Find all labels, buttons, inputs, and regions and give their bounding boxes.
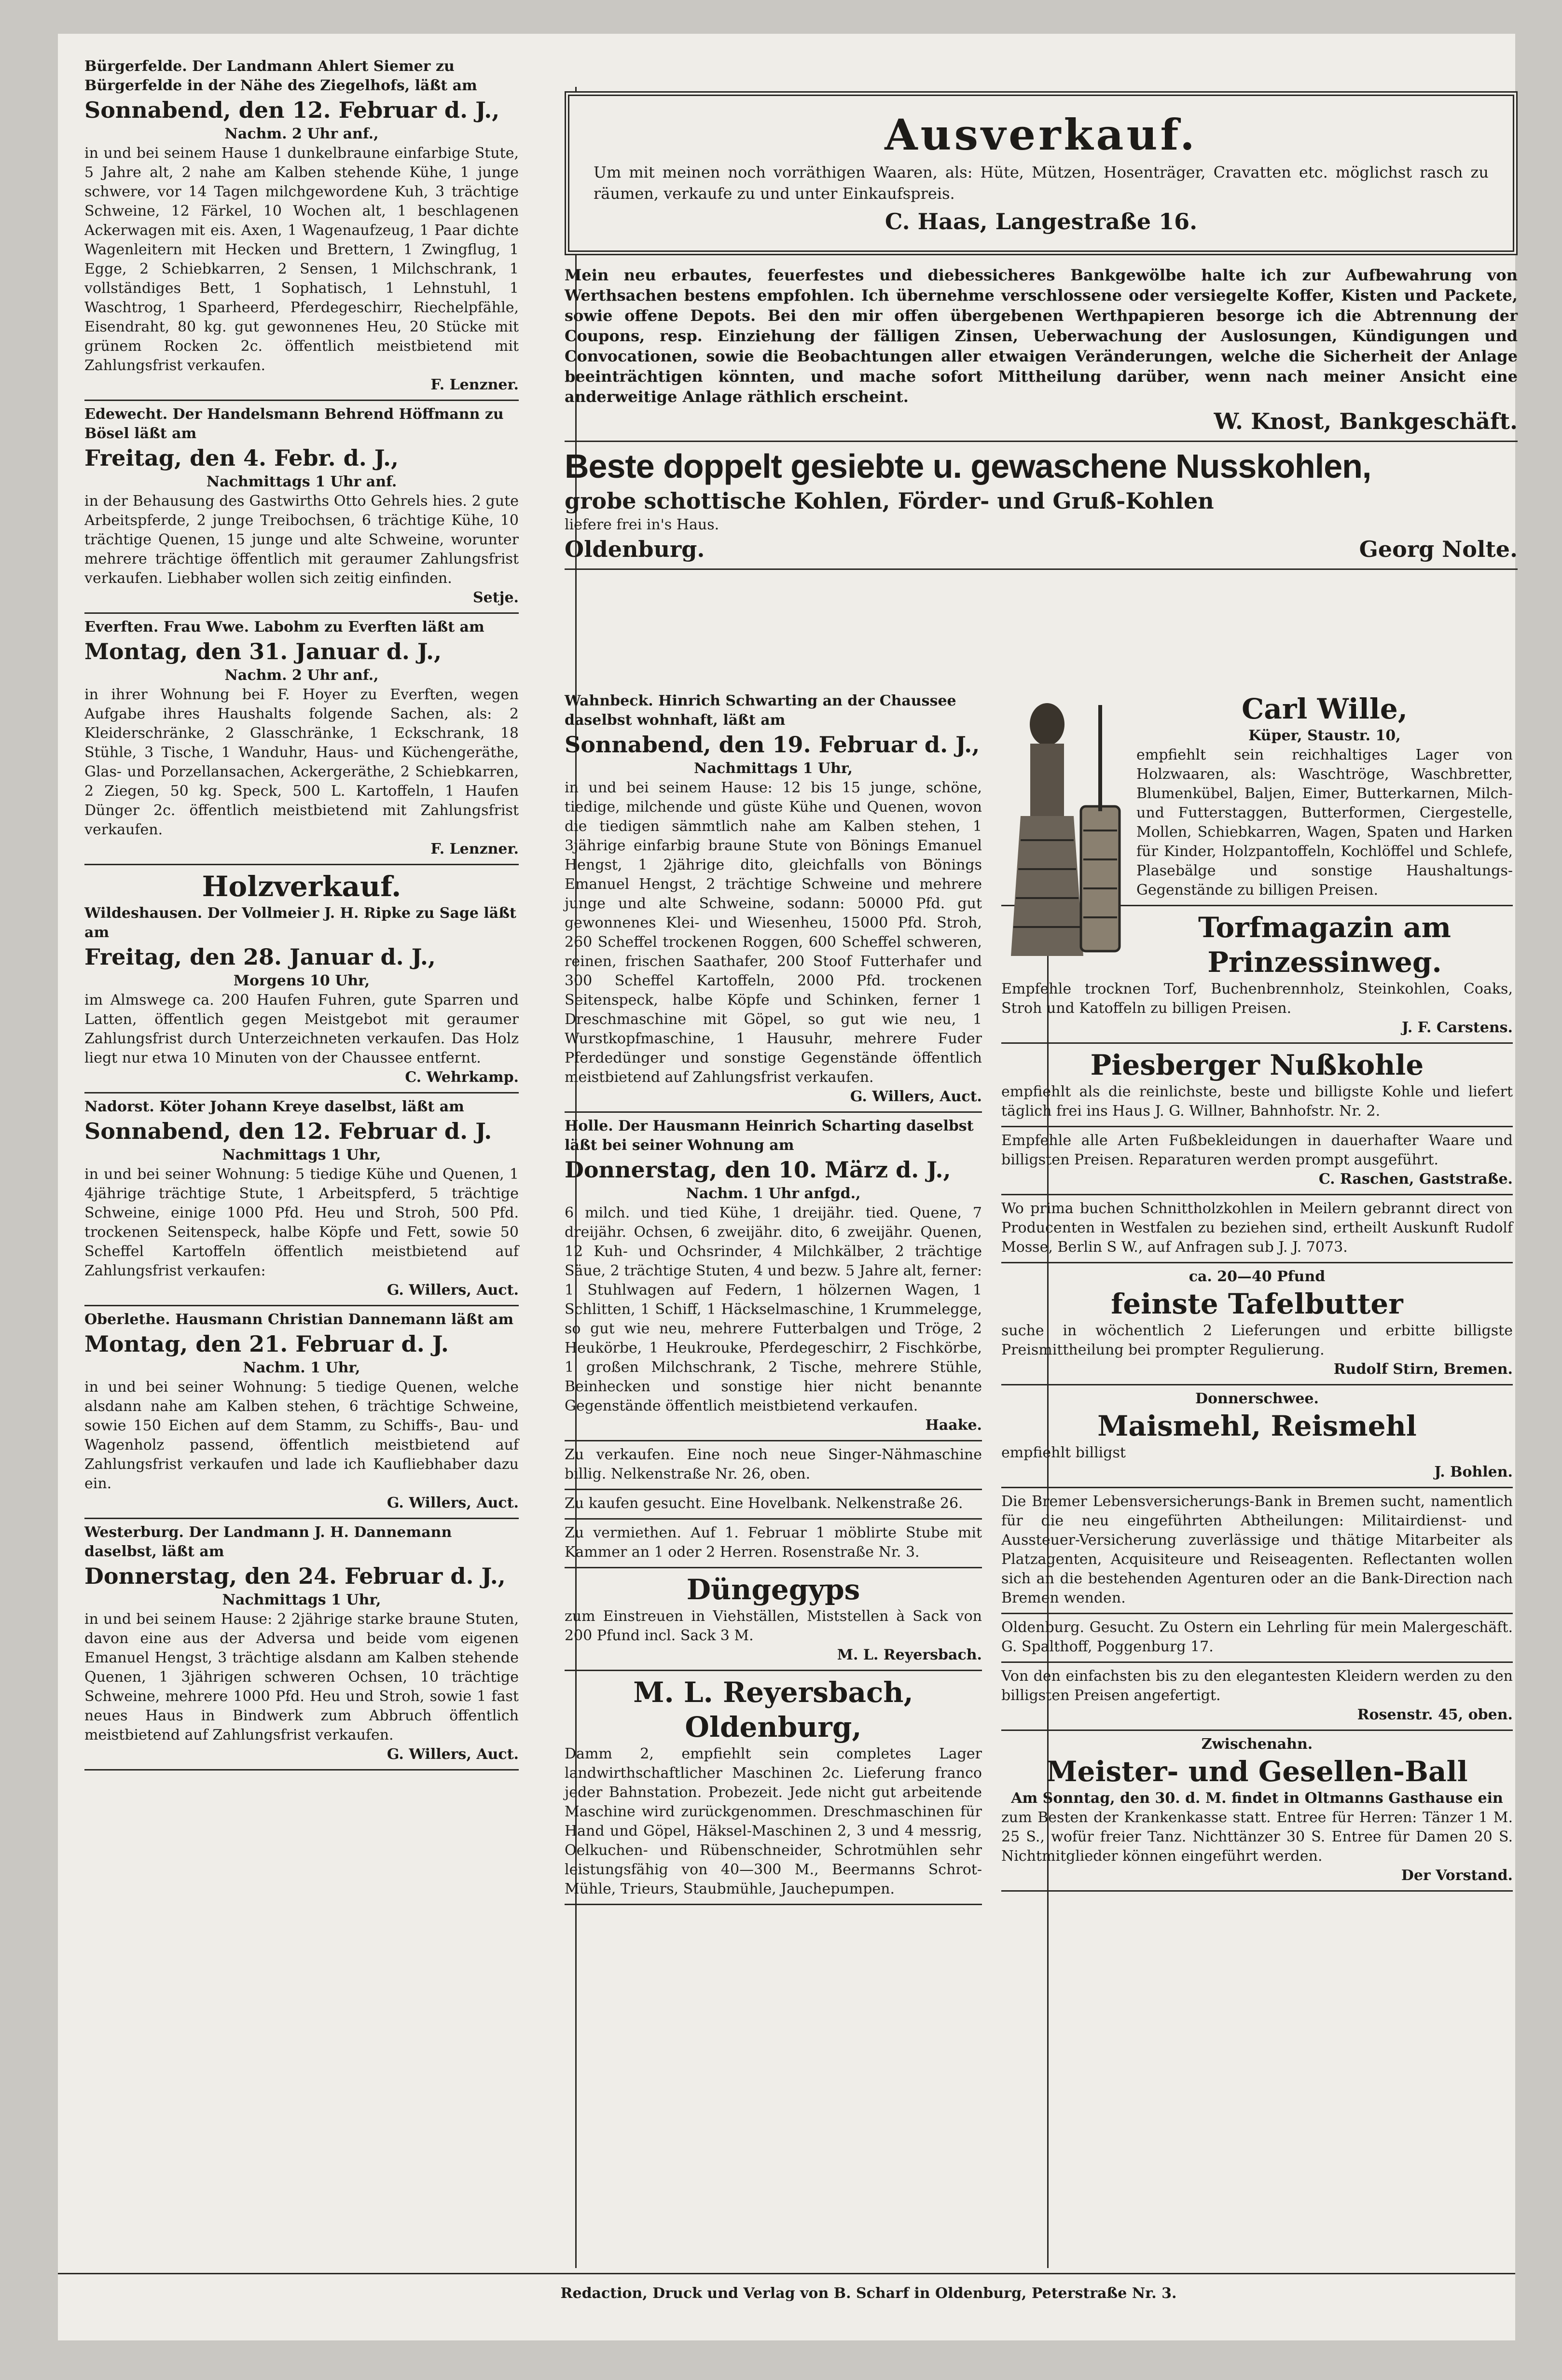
kohlen-city: Oldenburg. <box>565 536 705 562</box>
auction-date: Freitag, den 4. Febr. d. J., <box>84 445 399 471</box>
auction-time: Morgens 10 Uhr, <box>233 972 370 989</box>
ad-heading: Wahnbeck. Hinrich Schwarting an der Chaussee daselbst wohnhaft, läßt am <box>565 692 956 729</box>
advertisement <box>1001 1663 1513 1731</box>
ad-heading: Oberlethe. Hausmann Christian Dannemann läßt am <box>84 1311 514 1328</box>
column-3 <box>1001 688 1513 1892</box>
column-1 <box>84 53 519 1771</box>
ad-title: Piesberger Nußkohle <box>1090 1049 1424 1081</box>
ad-body: Damm 2, empfiehlt sein completes Lager landwirthschaftlicher Maschinen 2c. Lieferung franco jeder Bahnstation. Probezeit. Jede nicht gut arbeitende Maschine wird zurückgenommen. Dreschmaschinen für Hand und Göpel, Häksel-Maschinen 2, 3 und 4 messrig, Oelkuchen- und Rübenschneider, Schrotmühlen sehr leistungsfähig von 40—300 M., Beermanns Schrot-Mühle, Trieurs, Staubmühle, Jauchepumpen. <box>565 1745 982 1897</box>
kohlen-subtitle: grobe schottische Kohlen, Förder- und Gruß-Kohlen <box>565 488 1214 514</box>
bank-body: Mein neu erbautes, feuerfestes und diebessicheres Bankgewölbe halte ich zur Aufbewahrung von Werthsachen bestens empfohlen. Ich übernehme verschlossene oder versiegelte Koffer, Kisten und Packete, sowie offene Depots. Bei den mir offen übergebenen Werthpapieren besorge ich die Abtrennung der Coupons, resp. Einziehung der fälligen Zinsen, Ueberwachung der Auslosungen, Kündigungen und Convocationen, sowie die Beobachtungen aller etwaigen Veränderungen, welche die Sicherheit der Anlage beeinträchtigen könnten, und mache sofort Mittheilung darüber, wenn nach meiner Ansicht eine anderweitige Anlage räthlich erscheint. <box>565 266 1518 406</box>
advertisement <box>1001 1127 1513 1195</box>
ad-signature: Rosenstr. 45, oben. <box>1357 1706 1513 1723</box>
ad-signature: Rudolf Stirn, Bremen. <box>1333 1361 1513 1378</box>
advertisement <box>1001 688 1513 906</box>
advertisement <box>84 614 519 865</box>
advertisement <box>565 1490 982 1520</box>
auction-time: Nachmittags 1 Uhr anf. <box>206 473 397 490</box>
ad-body: Zu vermiethen. Auf 1. Februar 1 möblirte Stube mit Kammer an 1 oder 2 Herren. Rosenstraße Nr. 3. <box>565 1524 982 1561</box>
ad-heading: Bürgerfelde. Der Landmann Ahlert Siemer zu Bürgerfelde in der Nähe des Ziegelhofs, läßt am <box>84 58 477 94</box>
ad-body: empfiehlt als die reinlichste, beste und billigste Kohle und liefert täglich frei ins Haus J. G. Willner, Bahnhofstr. Nr. 2. <box>1001 1083 1513 1120</box>
auction-date: Montag, den 31. Januar d. J., <box>84 638 442 664</box>
kohlen-title: Beste doppelt gesiebte u. gewaschene Nusskohlen, <box>565 447 1371 485</box>
ad-signature: M. L. Reyersbach. <box>837 1647 982 1663</box>
ad-title: Düngegyps <box>686 1573 860 1606</box>
ausverkauf-frame <box>565 91 1518 255</box>
ad-signature: G. Willers, Auct. <box>387 1282 519 1299</box>
advertisement <box>1001 1488 1513 1614</box>
bank-signature: W. Knost, Bankgeschäft. <box>1214 408 1518 434</box>
ad-body: in und bei seinem Hause: 12 bis 15 junge, schöne, tiedige, milchende und güste Kühe und Quenen, wovon die tiedigen sämmtlich nahe am Kalben stehen, 1 3jährige einfarbig braune Stute von Bönings Emanuel Hengst, 1 2jährige dito, gleichfalls von Bönings Emanuel Hengst, 2 trächtige Schweine und mehrere junge und alte Schweine, sodann: 50000 Pfd. gut gewonnenes Klei- und Wiesenheu, 15000 Pfd. Stroh, 260 Scheffel trockenen Roggen, 600 Scheffel schweren, reinen, frischen Saathafer, 200 Stoof Futterhafer und 300 Scheffel Kartoffeln, 2000 Pfd. trockenen Seitenspeck, halbe Köpfe und Schinken, ferner 1 Dreschmaschine mit Göpel, so gut wie neu, 1 Wurstkopfmaschine, 1 Hausuhr, mehrere Fuder Pferdedünger und sonstige Gegenstände öffentlich meistbietend auf Zahlungsfrist verkaufen. <box>565 779 982 1086</box>
imprint-footer: Redaction, Druck und Verlag von B. Scharf in Oldenburg, Peterstraße Nr. 3. <box>560 2285 1177 2302</box>
advertisement <box>1001 1044 1513 1127</box>
ad-body: Von den einfachsten bis zu den elegantesten Kleidern werden zu den billigsten Preisen angefertigt. <box>1001 1668 1513 1704</box>
ad-body: zum Besten der Krankenkasse statt. Entree für Herren: Tänzer 1 M. 25 S., wofür freier Tanz. Nichttänzer 30 S. Entree für Damen 20 S. Nichtmitglieder können eingeführt werden. <box>1001 1809 1513 1865</box>
ad-heading: Wildeshausen. Der Vollmeier J. H. Ripke zu Sage läßt am <box>84 905 516 941</box>
ad-body: Empfehle alle Arten Fußbekleidungen in dauerhafter Waare und billigsten Preisen. Reparaturen werden prompt ausgeführt. <box>1001 1132 1513 1168</box>
ad-body: Oldenburg. Gesucht. Zu Ostern ein Lehrling für mein Malergeschäft. G. Spalthoff, Poggenburg 17. <box>1001 1619 1513 1655</box>
auction-date: Sonnabend, den 12. Februar d. J., <box>84 97 500 123</box>
ausverkauf-body: Um mit meinen noch vorräthigen Waaren, als: Hüte, Mützen, Hosenträger, Cravatten etc. möglichst rasch zu räumen, verkaufe zu und unter Einkaufspreis. <box>594 163 1489 203</box>
ad-title: M. L. Reyersbach, Oldenburg, <box>633 1676 913 1743</box>
advertisement <box>1001 1195 1513 1263</box>
ad-body: in ihrer Wohnung bei F. Hoyer zu Everften, wegen Aufgabe ihres Haushalts folgende Sachen, als: 2 Kleiderschränke, 2 Glasschränke, 1 Eckschrank, 18 Stühle, 3 Tische, 1 Wanduhr, Haus- und Küchengeräthe, Glas- und Porzellansachen, Ackergeräthe, 2 Schiebkarren, 2 Ziegen, 50 kg. Speck, 500 L. Kartoffeln, 1 Haufen Dünger 2c. öffentlich meistbietend mit Zahlungsfrist verkaufen. <box>84 686 519 838</box>
advertisement <box>565 1113 982 1441</box>
advertisement <box>565 1441 982 1490</box>
advertisement <box>565 1671 982 1905</box>
ad-signature: C. Wehrkamp. <box>405 1069 519 1086</box>
ad-signature: G. Willers, Auct. <box>387 1746 519 1763</box>
footer-rule <box>58 2273 1515 2274</box>
ad-title: Maismehl, Reismehl <box>1097 1410 1417 1442</box>
ad-heading: Zwischenahn. <box>1201 1736 1313 1753</box>
auction-date: Freitag, den 28. Januar d. J., <box>84 944 436 970</box>
kohlen-line: liefere frei in's Haus. <box>565 516 719 533</box>
ad-body: in und bei seinem Hause: 2 2jährige starke braune Stuten, davon eine aus der Adversa und beide vom eigenen Emanuel Hengst, 3 trächtige alsdann am Kalben stehende Quenen, 1 3jährigen schweren Ochsen, 10 trächtige Schweine, mehrere 1000 Pfd. Heu und Stroh, sowie 1 fast neues Haus in Bindwerk zum Abbruch öffentlich meistbietend auf Zahlungsfrist verkaufen. <box>84 1611 519 1743</box>
ad-signature: Setje. <box>473 589 519 606</box>
advertisement <box>565 688 982 1113</box>
ad-body: in und bei seinem Hause 1 dunkelbraune einfarbige Stute, 5 Jahre alt, 2 nahe am Kalben stehende Kühe, 1 junge schwere, vor 14 Tagen milchgewordene Kuh, 3 trächtige Schweine, 12 Färkel, 10 Wochen alt, 1 beschlagenen Ackerwagen mit eis. Axen, 1 Wagenaufzeug, 1 Paar dichte Wagenleitern mit Hecken und Brettern, 1 Zwingflug, 1 Egge, 2 Schiebkarren, 2 Sensen, 1 Milchschrank, 1 vollständiges Bett, 1 Sophatisch, 1 Lehnstuhl, 1 Waschtrog, 1 Sparheerd, Pferdegeschirr, Riechelpfähle, Eisendraht, 80 kg. gut gewonnenes Heu, 20 Stücke mit grünem Rocken 2c. öffentlich meistbietend mit Zahlungsfrist verkaufen. <box>84 145 519 374</box>
ad-body: in und bei seiner Wohnung: 5 tiedige Quenen, welche alsdann nahe am Kalben stehen, 6 trächtige Schweine, sowie 150 Eichen auf dem Stamm, zu Schiffs-, Bau- und Wagenholz passend, öffentlich meistbietend auf Zahlungsfrist verkaufen und lade ich Kaufliebhaber dazu ein. <box>84 1379 519 1492</box>
bank-ad <box>565 261 1518 442</box>
ad-signature: F. Lenzner. <box>430 841 519 858</box>
top-right-block <box>565 89 1518 570</box>
kohlen-signature: Georg Nolte. <box>1359 536 1518 562</box>
advertisement <box>84 1306 519 1519</box>
ad-heading: Nadorst. Köter Johann Kreye daselbst, läßt am <box>84 1098 464 1115</box>
ad-signature: J. Bohlen. <box>1434 1464 1513 1481</box>
ad-signature: C. Raschen, Gaststraße. <box>1318 1171 1513 1188</box>
advertisement <box>1001 1731 1513 1892</box>
auction-date: Donnerstag, den 10. März d. J., <box>565 1157 951 1183</box>
ad-title: Carl Wille, <box>1242 692 1408 725</box>
ad-body: Die Bremer Lebensversicherungs-Bank in Bremen sucht, namentlich für die neu eingeführten Abtheilungen: Militairdienst- und Aussteuer-Versicherung zuverlässige und thätige Mitarbeiter als Platzagenten, Acquisiteure und Reiseagenten. Reflectanten wollen sich an die bestehenden Agenturen oder an die Bank-Direction nach Bremen wenden. <box>1001 1493 1513 1606</box>
ad-body: Wo prima buchen Schnittholzkohlen in Meilern gebrannt direct von Producenten in Westfalen zu beziehen sind, ertheilt Auskunft Rudolf Mosse, Berlin S W., auf Anfragen sub J. J. 7073. <box>1001 1200 1513 1256</box>
ad-signature: J. F. Carstens. <box>1401 1019 1513 1036</box>
ad-signature: F. Lenzner. <box>430 376 519 393</box>
advertisement <box>565 1520 982 1568</box>
advertisement <box>565 1568 982 1671</box>
ad-heading: Everften. Frau Wwe. Labohm zu Everften läßt am <box>84 619 484 636</box>
ad-heading: Küper, Staustr. 10, <box>1248 727 1401 744</box>
ad-title: Torfmagazin am Prinzessinweg. <box>1198 911 1451 979</box>
ad-signature: Der Vorstand. <box>1401 1867 1513 1884</box>
ad-body: suche in wöchentlich 2 Lieferungen und erbitte billigste Preismittheilung bei prompter Regulierung. <box>1001 1322 1513 1358</box>
ad-heading: Holle. Der Hausmann Heinrich Scharting daselbst läßt bei seiner Wohnung am <box>565 1118 974 1154</box>
auction-time: Nachmittags 1 Uhr, <box>694 760 853 777</box>
ad-body: Zu kaufen gesucht. Eine Hovelbank. Nelkenstraße 26. <box>565 1495 963 1512</box>
ad-heading: Westerburg. Der Landmann J. H. Dannemann daselbst, läßt am <box>84 1524 452 1560</box>
auction-date: Montag, den 21. Februar d. J. <box>84 1331 449 1357</box>
advertisement <box>84 401 519 614</box>
ad-body: Empfehle trocknen Torf, Buchenbrennholz, Steinkohlen, Coaks, Stroh und Katoffeln zu billigen Preisen. <box>1001 981 1513 1017</box>
ad-body: empfiehlt sein reichhaltiges Lager von Holzwaaren, als: Waschtröge, Waschbretter, Blumenkübel, Baljen, Eimer, Butterkarnen, Milch- und Futterstaggen, Butterformen, Ciergestelle, Mollen, Schiebkarren, Wagen, Spaten und Harken für Kinder, Holzpantoffeln, Kochlöffel und Schlefe, Plasebälge und sonstige Haushaltungs-Gegenstände zu billigen Preisen. <box>1136 747 1513 899</box>
ad-body: zum Einstreuen in Viehställen, Miststellen à Sack von 200 Pfund incl. Sack 3 M. <box>565 1608 982 1644</box>
advertisement <box>84 865 519 1093</box>
ausverkauf-signature: C. Haas, Langestraße 16. <box>885 208 1198 235</box>
auction-time: Nachmittags 1 Uhr, <box>222 1147 381 1163</box>
advertisement <box>84 53 519 401</box>
ad-body: in und bei seiner Wohnung: 5 tiedige Kühe und Quenen, 1 4jährige trächtige Stute, 1 Arbeitspferd, 5 trächtige Schweine, einige 1000 Pfd. Heu und Stroh, 500 Pfd. trockenen Seitenspeck, halbe Köpfe und Fett, sowie 50 Scheffel Kartoffeln öffentlich meistbietend auf Zahlungsfrist verkaufen: <box>84 1166 519 1279</box>
ad-body: Zu verkaufen. Eine noch neue Singer-Nähmaschine billig. Nelkenstraße Nr. 26, oben. <box>565 1446 982 1482</box>
ad-signature: Haake. <box>925 1417 982 1434</box>
kohlen-ad <box>565 442 1518 570</box>
ad-title: Meister- und Gesellen-Ball <box>1046 1755 1468 1788</box>
ad-heading: Edewecht. Der Handelsmann Behrend Höffmann zu Bösel läßt am <box>84 406 504 442</box>
advertisement <box>84 1093 519 1306</box>
ad-heading: Donnerschwee. <box>1195 1390 1319 1407</box>
advertisement <box>1001 1385 1513 1488</box>
advertisement <box>1001 1614 1513 1663</box>
ad-signature: G. Willers, Auct. <box>850 1088 982 1105</box>
advertisement <box>1001 1263 1513 1385</box>
ad-title: Holzverkauf. <box>202 870 401 903</box>
woman-churning-butter-illustration <box>1001 695 1127 966</box>
auction-time: Nachmittags 1 Uhr, <box>222 1591 381 1608</box>
ausverkauf-title: Ausverkauf. <box>885 110 1198 160</box>
auction-time: Nachm. 1 Uhr anfgd., <box>686 1185 861 1202</box>
column-2 <box>565 688 982 1905</box>
ad-title: feinste Tafelbutter <box>1111 1287 1403 1320</box>
advertisement <box>84 1519 519 1771</box>
auction-date: Donnerstag, den 24. Februar d. J., <box>84 1563 506 1589</box>
ad-body: empfiehlt billigst <box>1001 1444 1126 1461</box>
auction-time: Nachm. 1 Uhr, <box>243 1359 360 1376</box>
auction-date: Sonnabend, den 12. Februar d. J. <box>84 1118 492 1144</box>
ad-body: in der Behausung des Gastwirths Otto Gehrels hies. 2 gute Arbeitspferde, 2 junge Treibochsen, 6 trächtige Kühe, 10 trächtige Quenen, 15 junge und alte Schweine, worunter mehrere trächtige öffentlich mit geraumer Zahlungsfrist verkaufen. Liebhaber wollen sich zeitig einfinden. <box>84 493 519 587</box>
auction-time: Nachm. 2 Uhr anf., <box>224 667 379 684</box>
auction-date: Sonnabend, den 19. Februar d. J., <box>565 732 980 758</box>
ad-heading: ca. 20—40 Pfund <box>1189 1268 1326 1285</box>
ad-signature: G. Willers, Auct. <box>387 1494 519 1511</box>
ad-body: im Almswege ca. 200 Haufen Fuhren, gute Sparren und Latten, öffentlich gegen Meistgebot mit geraumer Zahlungsfrist durch Unterzeichneten verkaufen. Das Holz liegt nur etwa 10 Minuten von der Chaussee entfernt. <box>84 992 519 1066</box>
auction-time: Nachm. 2 Uhr anf., <box>224 125 379 142</box>
auction-time: Am Sonntag, den 30. d. M. findet in Oltmanns Gasthause ein <box>1011 1790 1503 1807</box>
ad-body: 6 milch. und tied Kühe, 1 dreijähr. tied. Quene, 7 dreijähr. Ochsen, 6 zweijähr. dito, 6 zweijähr. Quenen, 12 Kuh- und Ochsrinder, 4 Milchkälber, 2 trächtige Säue, 2 trächtige Stuten, 4 und bezw. 5 Jahre alt, ferner: 1 Stuhlwagen auf Federn, 1 hölzernen Wagen, 1 Schlitten, 1 Schiff, 1 Häckselmaschine, 1 Krummelegge, so gut wie neu, mehrere Futterbalgen und Tröge, 2 Heukörbe, 1 Heukrouke, Pferdegeschirr, 2 Fischkörbe, 1 großen Milchschrank, 2 Tische, mehrere Stühle, Beinhecken und sonstige hier nicht benannte Gegenstände öffentlich meistbietend verkaufen. <box>565 1204 982 1414</box>
